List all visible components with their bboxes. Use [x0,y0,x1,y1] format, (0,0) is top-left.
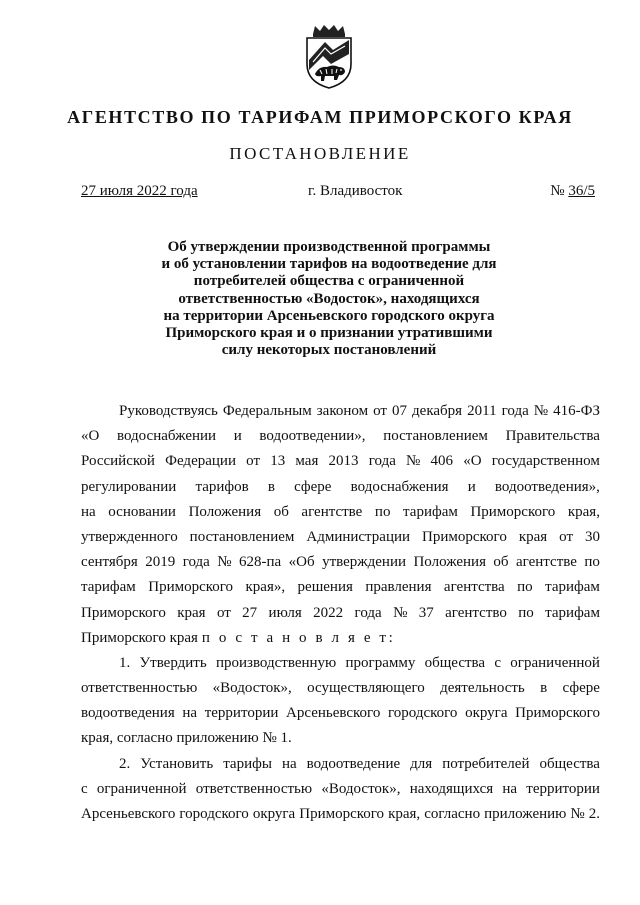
number-prefix: № [550,183,565,199]
word: «О [81,428,100,445]
word: об [273,503,289,520]
word: 2. [119,755,131,772]
document-city: г. Владивосток [308,183,403,199]
word: тарифам [545,579,600,596]
item-1-last-text: края, согласно приложению № 1. [81,730,292,747]
word: правления [365,579,432,596]
word: 1. [119,654,131,671]
word: ответственностью [81,680,198,697]
word: Положения [188,503,262,520]
body-line [81,399,600,424]
word: в [540,680,548,697]
document-title [120,239,538,359]
word: Российской [81,453,155,470]
word: и [467,478,476,495]
word: Правительства [505,428,600,445]
word: находящихся [409,780,494,797]
word: водоснабжении [117,428,217,445]
word: Федерации [165,453,236,470]
word: водоотведения [81,705,175,722]
word: края, [567,503,600,520]
word: «Водосток», [321,780,401,797]
body-line [81,777,600,802]
item-1-paragraph [81,651,600,727]
word: № [533,403,549,419]
word: 27 [242,604,258,621]
word: общества [539,755,600,772]
word: Арсеньевского [286,705,381,722]
word: № [393,604,408,621]
word: с [494,654,502,671]
document-date: 27 июля 2022 года [81,183,198,199]
word: Приморского [422,528,507,545]
body-line [81,500,600,525]
word: июля [268,604,302,621]
word: агентстве [516,554,577,571]
word: тарифы [223,755,272,772]
word: от [246,453,261,470]
word: года [354,604,382,621]
word: края [177,604,206,621]
word: потребителей [442,755,530,772]
body-line [81,701,600,726]
word: тарифам [81,579,136,596]
word: № [406,453,421,470]
word: от [559,528,573,545]
word: по [518,604,534,621]
word: 416-ФЗ [553,403,600,419]
word: постановлением [383,428,488,445]
title-line: Об утверждении производственной программы [167,239,491,255]
word: года [368,453,396,470]
word: постановлением [189,528,295,545]
word: программу [345,654,416,671]
title-line: ответственностью «Водосток», находящихся [178,290,480,307]
word: 13 [270,453,286,470]
word: на [502,780,518,797]
word: Установить [140,755,214,772]
body-line [81,424,600,449]
body-line [81,475,600,500]
word: с [81,780,88,797]
word: от [216,604,231,621]
word: Арсеньевского [81,806,176,822]
word: декабря [412,403,463,419]
word: согласно [424,806,481,822]
word: 628-па [239,554,282,571]
word: края», [245,579,286,596]
word: «О [463,453,482,470]
word: и [233,428,242,445]
body-line [81,651,600,676]
word: года [182,554,210,571]
word: для [410,755,433,772]
word: 07 [392,403,408,419]
word: 2022 [313,604,344,621]
word: тарифам [545,604,600,621]
word: Руководствуясь [119,403,218,419]
primorsky-krai-coat-of-arms-icon [301,24,357,90]
document-number [550,183,595,200]
word: 2019 [145,554,176,571]
word: государственном [491,453,600,470]
word: приложению [484,806,567,822]
word: от [373,403,387,419]
word: «Водосток», [212,680,292,697]
word: ответственностью [195,780,313,797]
body-line [81,449,600,474]
word: территории [526,780,600,797]
word: Администрации [306,528,411,545]
body-line [81,575,600,600]
body-line [81,626,600,651]
word: Положения [413,554,486,571]
body-line [81,550,600,575]
title-line: на территории Арсеньевского городского округа [163,307,495,324]
word: водоотведении», [259,428,366,445]
body-line [81,752,600,777]
word: 37 [418,604,434,621]
word: основании [108,503,176,520]
word: края [518,528,548,545]
word: водоснабжения [350,478,449,495]
resolves-word: п о с т а н о в л я е т: [201,629,396,646]
word: городского [387,705,458,722]
body-line [81,726,600,751]
word: осуществляющего [307,680,425,697]
item-2-paragraph [81,752,600,828]
word: на [281,755,297,772]
word: сентября [81,554,138,571]
word: Федеральным [222,403,312,419]
word: регулировании [81,478,177,495]
word: 2013 [328,453,359,470]
word: территории [204,705,279,722]
word: 2. [588,806,600,822]
agency-name: АГЕНТСТВО ПО ТАРИФАМ ПРИМОРСКОГО КРАЯ [67,107,573,127]
preamble-last-text: Приморского края [81,629,198,646]
word: мая [295,453,319,470]
word: законом [316,403,369,419]
word: водоотведение [306,755,401,772]
word: общества [424,654,486,671]
word: производственную [215,654,337,671]
document-body [81,399,600,827]
word: Приморского [81,604,166,621]
word: деятельность [440,680,525,697]
word: на [81,503,96,520]
word: ограниченной [96,780,187,797]
word: агентства [443,579,505,596]
word: Приморского [470,503,556,520]
word: ограниченной [510,654,600,671]
word: № [217,554,232,571]
body-line [81,525,600,550]
word: по [584,554,600,571]
word: сфере [294,478,332,495]
body-line [81,676,600,701]
word: округа [465,705,508,722]
word: Приморского [299,806,385,822]
word: сфере [562,680,600,697]
title-line: и об установлении тарифов на водоотведение для [161,256,497,273]
word: Утвердить [139,654,207,671]
title-line: потребителей общества с ограниченной [193,273,465,290]
word: Приморского [148,579,234,596]
word: по [374,503,391,520]
number-value: 36/5 [568,183,595,199]
body-line [81,601,600,626]
word: в [267,478,275,495]
document-type: ПОСТАНОВЛЕНИЕ [229,144,411,163]
title-line: силу некоторых постановлений [221,342,437,359]
word: года [501,403,529,419]
preamble-paragraph [81,399,600,626]
word: № [570,806,585,822]
word: тарифов [195,478,249,495]
word: 406 [430,453,454,470]
word: на [182,705,198,722]
word: 2011 [467,403,497,419]
word: городского [179,806,249,822]
word: утвержденного [81,528,178,545]
word: об [493,554,509,571]
word: решения [297,579,353,596]
word: агентстве [301,503,363,520]
body-line [81,802,600,827]
word: по [517,579,533,596]
word: края, [388,806,421,822]
word: тарифам [403,503,458,520]
word: 30 [584,528,600,545]
word: «Об [288,554,315,571]
word: Приморского [515,705,600,722]
word: агентство [445,604,507,621]
word: округа [252,806,296,822]
title-line: Приморского края и о признании утратившими [165,325,493,342]
word: водоотведения», [494,478,600,495]
word: утверждении [322,554,407,571]
